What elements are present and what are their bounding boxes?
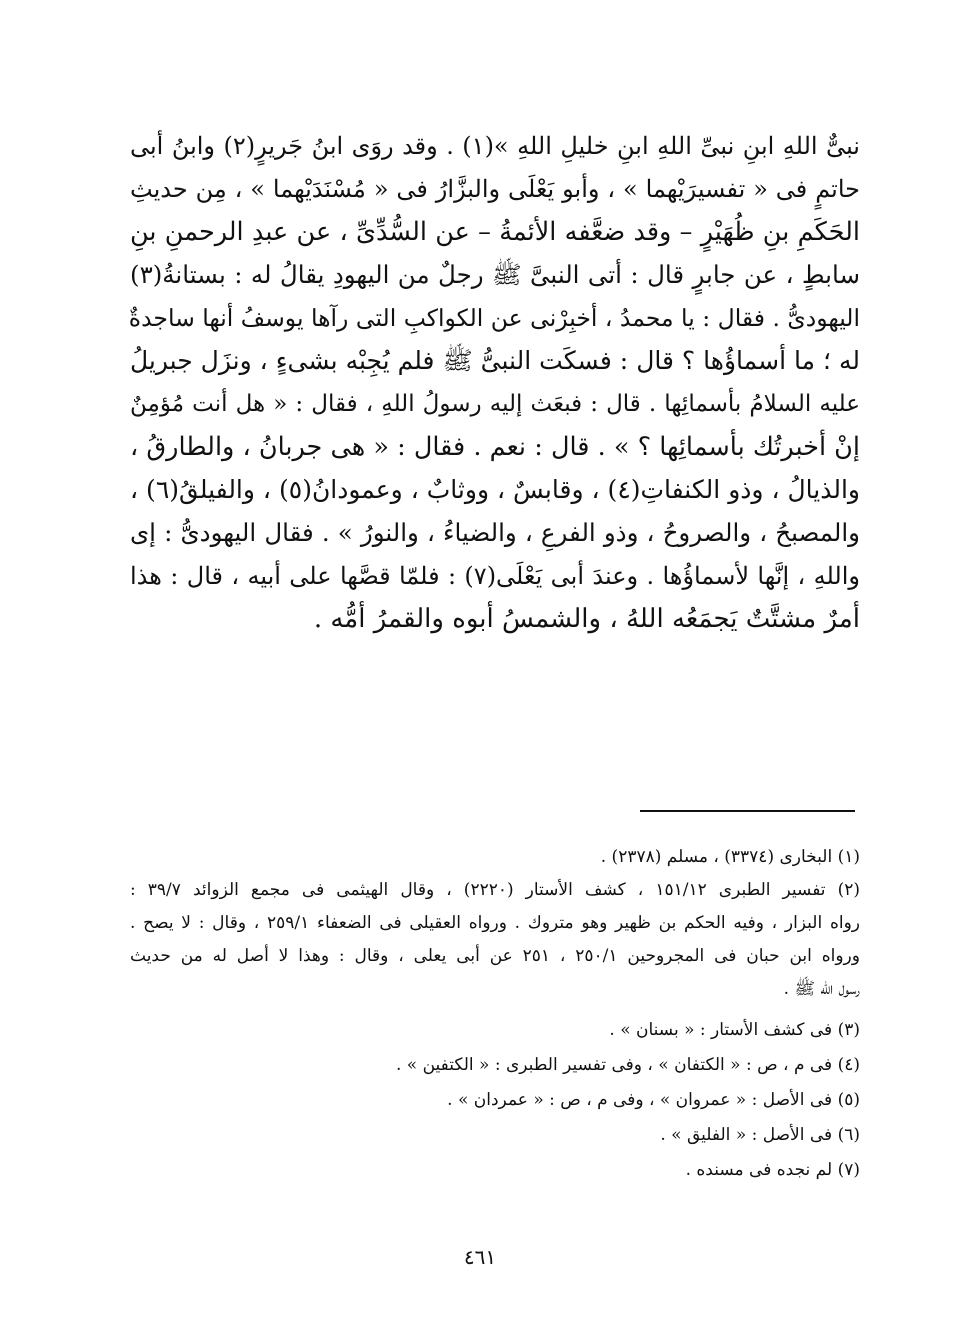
text-line-12: أمرٌ مشتَّتٌ يَجمَعُه اللهُ ، والشمسُ أبوه والقمرُ أمُّه . (313, 604, 860, 634)
text-line-3: الحَكَمِ بنِ ظُهَيْرٍ – وقد ضعَّفه الأئمةُ – عن السُّدِّىِّ ، عن عبدِ الرحمنِ بنِ (130, 217, 860, 247)
footnote-line-7: (٤) فى م ، ص : « الكتفان » ، وفى تفسير الطبرى : « الكتفين » . (395, 1055, 860, 1075)
text-line-6: له ؛ ما أسماؤُها ؟ قال : فسكَت النبىُّ ﷺ فلم يُجِبْه بشىءٍ ، ونزَل جبريلُ (130, 346, 860, 375)
footnote-separator (640, 810, 855, 812)
footnote-line-4: ورواه ابن حبان فى المجروحين ٢٥٠/١ ، ٢٥١ عن أبى يعلى ، وقال : وهذا لا أصل له من حديث (130, 946, 860, 966)
footnote-line-5: رسول الله ﷺ . (783, 979, 860, 999)
footnote-line-6: (٣) فى كشف الأستار : « بسنان » . (609, 1020, 860, 1040)
text-line-4: سابطٍ ، عن جابرٍ قال : أتى النبىَّ ﷺ رجلٌ من اليهودِ يقالُ له : بستانةُ(٣) (130, 260, 860, 289)
text-line-5: اليهودىُّ . فقال : يا محمدُ ، أخبِرْنى عن الكواكبِ التى رآها يوسفُ أنها ساجدةٌ (128, 304, 860, 332)
footnote-line-1: (١) البخارى (٣٣٧٤) ، مسلم (٢٣٧٨) . (600, 847, 860, 867)
footnote-line-9: (٦) فى الأصل : « الفليق » . (660, 1125, 860, 1145)
footnote-line-2: (٢) تفسير الطبرى ١٥١/١٢ ، كشف الأستار (٢٢٢٠) ، وقال الهيثمى فى مجمع الزوائد ٣٩/٧ : (130, 880, 861, 900)
text-line-10: والمصبحُ ، والصروحُ ، وذو الفرعِ ، والضياءُ ، والنورُ » . فقال اليهودىُّ : إى (130, 518, 860, 547)
text-line-2: حاتمٍ فى « تفسيرَيْهما » ، وأبو يَعْلَى والبزَّارُ فى « مُسْنَدَيْهما » ، مِن حديثِ (130, 175, 860, 203)
text-line-7: عليه السلامُ بأسمائِها . قال : فبعَث إليه رسولُ اللهِ ، فقال : « هل أنت مُؤمِنٌ (130, 391, 860, 417)
footnote-line-3: رواه البزار ، وفيه الحكم بن ظهير وهو متروك . ورواه العقيلى فى الضعفاء ٢٥٩/١ ، وقال : لا يصح . (130, 913, 860, 933)
text-line-1: نبىٌّ اللهِ ابنِ نبىِّ اللهِ ابنِ خليلِ اللهِ »(١) . وقد روَى ابنُ جَريرٍ(٢) وابنُ أبى (130, 132, 860, 160)
footnote-line-8: (٥) فى الأصل : « عمروان » ، وفى م ، ص : « عمردان » . (447, 1090, 860, 1110)
page-number: ٤٦١ (463, 1245, 497, 1269)
footnote-line-10: (٧) لم نجده فى مسنده . (685, 1160, 860, 1180)
text-line-8: إنْ أخبرتُك بأسمائِها ؟ » . قال : نعم . فقال : « هى جربانُ ، والطارقُ ، (130, 432, 860, 462)
text-line-9: والذيالُ ، وذو الكنفاتِ(٤) ، وقابسٌ ، ووثابٌ ، وعمودانُ(٥) ، والفيلقُ(٦) ، (130, 475, 861, 504)
text-line-11: واللهِ ، إنَّها لأسماؤُها . وعندَ أبى يَعْلَى(٧) : فلمّا قصَّها على أبيه ، قال : هذا (130, 562, 861, 590)
